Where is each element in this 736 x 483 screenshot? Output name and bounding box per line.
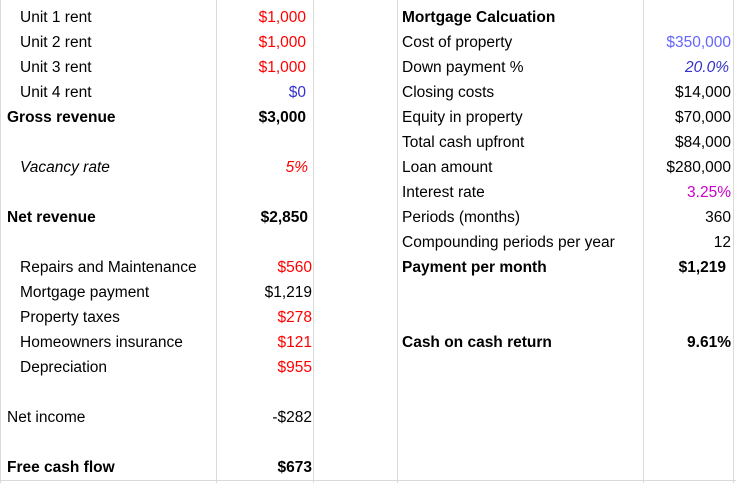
column-divider <box>313 0 314 483</box>
mortgage-payment-value[interactable]: $1,219 <box>264 284 312 301</box>
gross-revenue-value[interactable]: $3,000 <box>258 109 306 126</box>
cost-of-property-label[interactable]: Cost of property <box>402 34 513 51</box>
mortgage-payment-label[interactable]: Mortgage payment <box>20 284 150 301</box>
total-cash-upfront-value[interactable]: $84,000 <box>674 134 731 151</box>
repairs-value[interactable]: $560 <box>277 259 312 276</box>
net-income-value[interactable]: -$282 <box>272 409 312 426</box>
free-cash-flow-value[interactable]: $673 <box>277 459 312 476</box>
compounding-periods-label[interactable]: Compounding periods per year <box>402 234 615 251</box>
vacancy-rate-value[interactable]: 5% <box>285 159 308 176</box>
unit-2-rent-label[interactable]: Unit 2 rent <box>20 34 92 51</box>
closing-costs-label[interactable]: Closing costs <box>402 84 495 101</box>
interest-rate-value[interactable]: 3.25% <box>687 184 731 201</box>
periods-value[interactable]: 360 <box>705 209 731 226</box>
gross-revenue-label[interactable]: Gross revenue <box>7 109 116 126</box>
unit-1-rent-value[interactable]: $1,000 <box>258 9 306 26</box>
depreciation-value[interactable]: $955 <box>277 359 312 376</box>
interest-rate-label[interactable]: Interest rate <box>402 184 485 201</box>
down-payment-value[interactable]: 20.0% <box>685 59 729 76</box>
property-taxes-label[interactable]: Property taxes <box>20 309 120 326</box>
unit-3-rent-value[interactable]: $1,000 <box>258 59 306 76</box>
depreciation-label[interactable]: Depreciation <box>20 359 108 376</box>
down-payment-label[interactable]: Down payment % <box>402 59 524 76</box>
cash-on-cash-return-label[interactable]: Cash on cash return <box>402 334 552 351</box>
column-divider <box>0 0 1 483</box>
net-revenue-value[interactable]: $2,850 <box>260 209 308 226</box>
column-divider <box>397 0 398 483</box>
cash-on-cash-return-value[interactable]: 9.61% <box>687 334 731 351</box>
net-income-label[interactable]: Net income <box>7 409 86 426</box>
payment-per-month-label[interactable]: Payment per month <box>402 259 547 276</box>
unit-4-rent-value[interactable]: $0 <box>288 84 306 101</box>
property-taxes-value[interactable]: $278 <box>277 309 312 326</box>
homeowners-insurance-value[interactable]: $121 <box>277 334 312 351</box>
payment-per-month-value[interactable]: $1,219 <box>678 259 726 276</box>
cost-of-property-value[interactable]: $350,000 <box>666 34 731 51</box>
vacancy-rate-label[interactable]: Vacancy rate <box>20 159 110 176</box>
free-cash-flow-label[interactable]: Free cash flow <box>7 459 115 476</box>
periods-label[interactable]: Periods (months) <box>402 209 521 226</box>
row-divider <box>0 480 736 481</box>
loan-amount-label[interactable]: Loan amount <box>402 159 493 176</box>
loan-amount-value[interactable]: $280,000 <box>666 159 731 176</box>
unit-1-rent-label[interactable]: Unit 1 rent <box>20 9 92 26</box>
unit-4-rent-label[interactable]: Unit 4 rent <box>20 84 92 101</box>
compounding-periods-value[interactable]: 12 <box>713 234 731 251</box>
net-revenue-label[interactable]: Net revenue <box>7 209 96 226</box>
homeowners-insurance-label[interactable]: Homeowners insurance <box>20 334 183 351</box>
unit-3-rent-label[interactable]: Unit 3 rent <box>20 59 92 76</box>
column-divider <box>733 0 734 483</box>
closing-costs-value[interactable]: $14,000 <box>674 84 731 101</box>
equity-in-property-value[interactable]: $70,000 <box>674 109 731 126</box>
total-cash-upfront-label[interactable]: Total cash upfront <box>402 134 525 151</box>
unit-2-rent-value[interactable]: $1,000 <box>258 34 306 51</box>
mortgage-calculation-title[interactable]: Mortgage Calcuation <box>402 9 556 26</box>
repairs-label[interactable]: Repairs and Maintenance <box>20 259 197 276</box>
equity-in-property-label[interactable]: Equity in property <box>402 109 523 126</box>
